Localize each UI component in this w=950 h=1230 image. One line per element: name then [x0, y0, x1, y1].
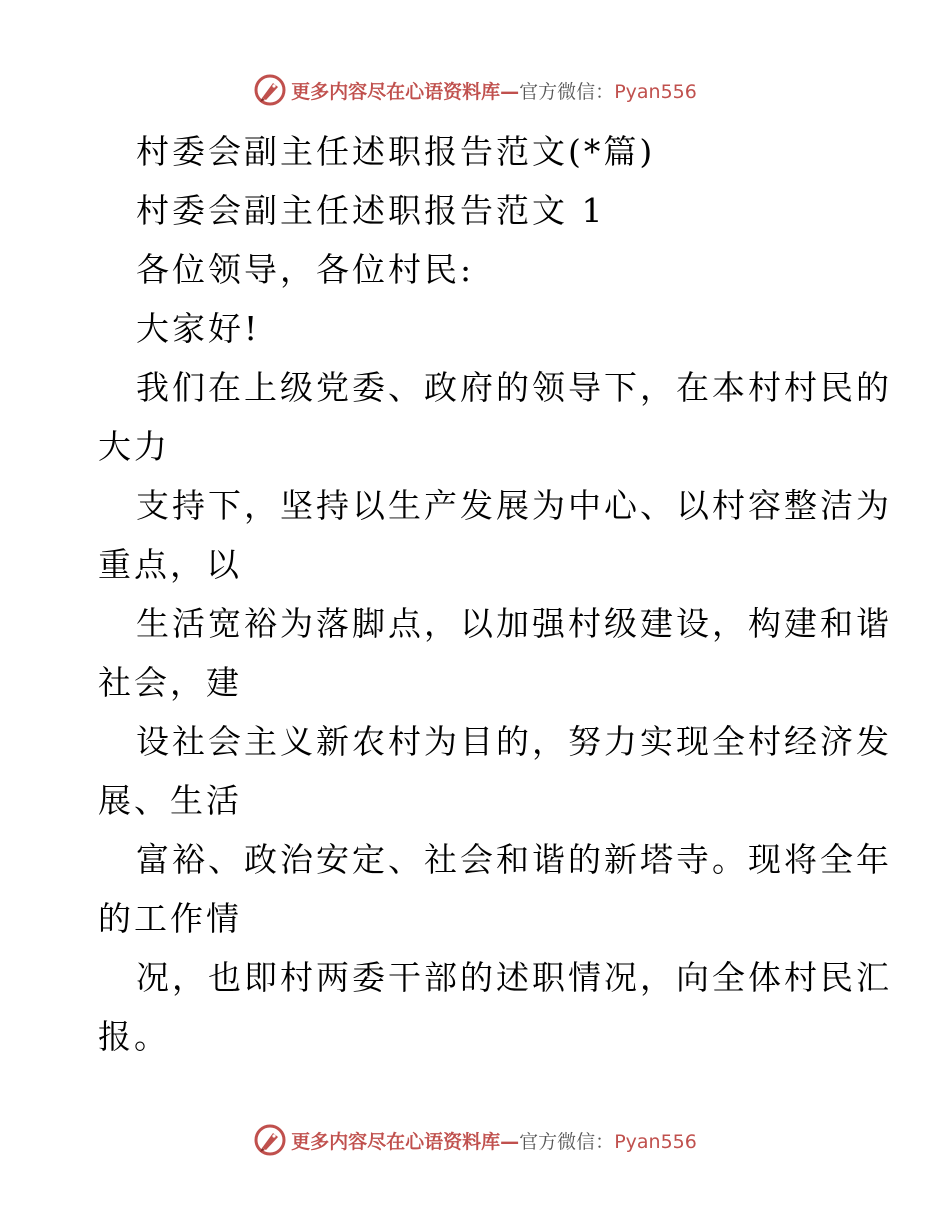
paragraph-line: 的工作情 — [98, 899, 242, 938]
document-body — [98, 122, 892, 1066]
paragraph-line: 报。 — [98, 1017, 170, 1056]
banner-main-text: 更多内容尽在心语资料库 — [291, 80, 501, 103]
paragraph-line: 大家好! — [136, 309, 261, 348]
paragraph-line: 社会，建 — [98, 663, 242, 702]
banner-dash: — — [500, 1130, 520, 1153]
paragraph-line: 各位领导，各位村民: — [136, 250, 475, 289]
footer-banner — [0, 1120, 950, 1160]
header-banner-text — [291, 77, 697, 104]
paragraph-line: 村委会副主任述职报告范文(*篇) — [136, 132, 656, 171]
paragraph-line: 重点，以 — [98, 545, 242, 584]
banner-account: Pyan556 — [614, 80, 697, 103]
paragraph-line: 况，也即村两委干部的述职情况，向全体村民汇 — [136, 958, 892, 997]
pen-nib-circle-icon — [253, 1123, 287, 1157]
banner-main-text: 更多内容尽在心语资料库 — [291, 1130, 501, 1153]
header-banner-content — [253, 73, 697, 107]
paragraph-line: 设社会主义新农村为目的，努力实现全村经济发 — [136, 722, 892, 761]
banner-official-label: 官方微信： — [519, 80, 615, 103]
paragraph-line: 富裕、政治安定、社会和谐的新塔寺。现将全年 — [136, 840, 892, 879]
paragraph-line: 我们在上级党委、政府的领导下，在本村村民的 — [136, 368, 892, 407]
paragraph-line: 展、生活 — [98, 781, 242, 820]
pen-nib-circle-icon — [253, 73, 287, 107]
paragraph-line: 支持下，坚持以生产发展为中心、以村容整洁为 — [136, 486, 892, 525]
banner-official-label: 官方微信： — [519, 1130, 615, 1153]
footer-banner-text — [291, 1127, 697, 1154]
banner-account: Pyan556 — [614, 1130, 697, 1153]
footer-banner-content — [253, 1123, 697, 1157]
paragraph-line: 村委会副主任述职报告范文 1 — [136, 191, 606, 230]
paragraph-line: 大力 — [98, 427, 170, 466]
header-banner — [0, 70, 950, 110]
banner-dash: — — [500, 80, 520, 103]
paragraph-line: 生活宽裕为落脚点，以加强村级建设，构建和谐 — [136, 604, 892, 643]
